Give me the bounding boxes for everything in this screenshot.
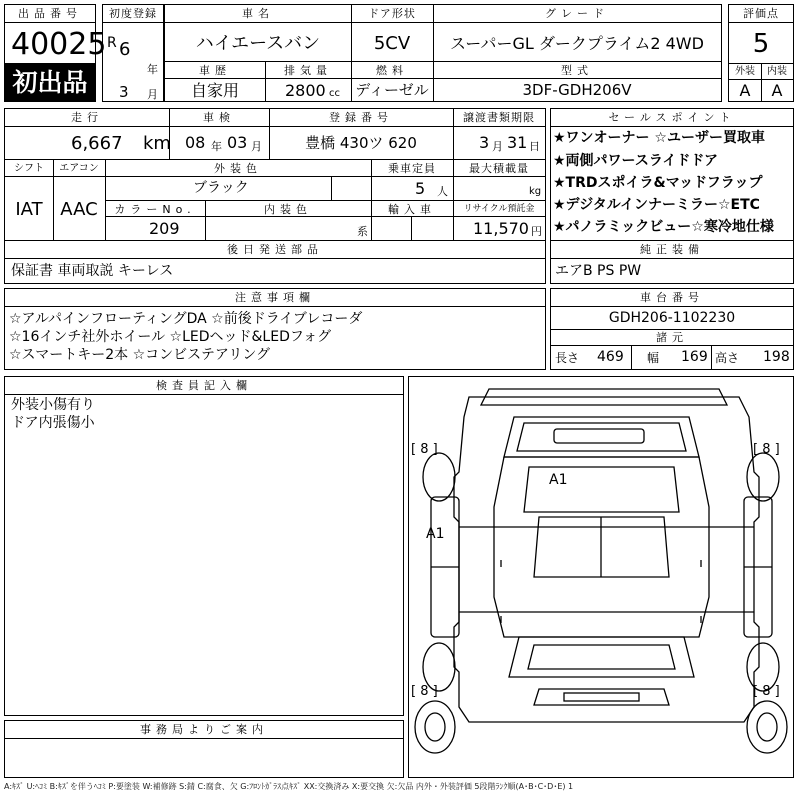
door-label: ドア形状 [368, 7, 416, 20]
inspection-year-unit: 年 [211, 140, 222, 153]
interior-label: 内装 [767, 66, 787, 77]
chassis-box [550, 288, 794, 370]
score-box [728, 4, 794, 102]
office-label: 事務局よりご案内 [140, 723, 268, 736]
selling-point-3: ★TRDスポイラ&マッドフラップ [553, 175, 763, 191]
recycle: 11,570 [473, 219, 529, 238]
transfer-label: 譲渡書類期限 [463, 111, 535, 124]
shift-label: シフト [14, 163, 44, 174]
ac-label: エアコン [59, 163, 99, 174]
era: R [107, 35, 117, 51]
history: 自家用 [190, 81, 239, 100]
recycle-unit: 円 [531, 225, 542, 238]
exterior-label: 外装 [735, 66, 755, 77]
car-name: ハイエースバン [195, 33, 321, 54]
load-label: 最大積載量 [469, 162, 529, 175]
transfer-day: 31 [507, 133, 528, 152]
car-info-bottom [164, 61, 722, 102]
grade-label: グレード [545, 7, 609, 20]
color-no: 209 [149, 219, 180, 238]
model: 3DF-GDH206V [522, 81, 632, 99]
car-info-top [164, 4, 722, 62]
office-box [4, 720, 404, 778]
recycle-label: リサイクル預託金 [463, 204, 535, 214]
tire-mark-front-right: [ 8 ] [753, 442, 780, 457]
color-label: 外装色 [214, 162, 262, 175]
genuine-label: 純正装備 [640, 243, 704, 256]
car-diagram [409, 377, 793, 777]
chassis-label: 車台番号 [640, 291, 704, 304]
inspection-year: 08 [185, 133, 206, 152]
mileage: 6,667 [71, 133, 123, 154]
capacity: 5 [415, 179, 426, 198]
transfer-day-unit: 日 [529, 140, 540, 153]
first-reg-label: 初度登録 [109, 7, 157, 20]
mileage-unit: km [143, 133, 171, 154]
inspection-month: 03 [227, 133, 248, 152]
dims-label: 諸元 [656, 331, 688, 344]
car-diagram-box [408, 376, 794, 778]
first-reg-box [102, 4, 164, 102]
month-unit: 月 [147, 88, 158, 101]
tire-mark-rear-right: [ 8 ] [753, 684, 780, 699]
load-unit: kg [529, 186, 542, 197]
spec-row [4, 159, 546, 241]
year: 6 [119, 39, 131, 60]
inspector-box [4, 376, 404, 716]
length: 469 [597, 349, 624, 365]
color: ブラック [193, 180, 249, 196]
displacement-label: 排気量 [284, 64, 332, 77]
accessories-box [4, 240, 546, 284]
height: 198 [763, 349, 790, 365]
genuine: エアB PS PW [555, 263, 642, 279]
exterior-grade: A [739, 81, 751, 100]
length-label: 長さ [555, 351, 580, 365]
selling-point-5: ★パノラミックビュー☆寒冷地仕様 [553, 219, 774, 235]
shift: IAT [15, 199, 43, 220]
transfer-month: 3 [479, 133, 490, 152]
damage-mark-side: A1 [426, 526, 445, 542]
selling-points-label: セールスポイント [608, 111, 736, 124]
height-label: 高さ [715, 351, 740, 365]
tire-mark-rear-left: [ 8 ] [411, 684, 438, 699]
score: 5 [752, 29, 770, 59]
note-line-1: ☆アルパインフローティングDA ☆前後ドライブレコーダ [9, 311, 363, 327]
notes-label: 注意事項欄 [235, 291, 315, 304]
width-label: 幅 [647, 351, 660, 365]
note-line-2: ☆16インチ社外ホイール ☆LEDヘッド&LEDフォグ [9, 329, 332, 345]
accessories-label: 後日発送部品 [227, 243, 323, 256]
note-line-3: ☆スマートキー2本 ☆コンビステアリング [9, 347, 271, 363]
lot-label: 出品番号 [18, 7, 82, 20]
reg-no-label: 登録番号 [329, 111, 393, 124]
displacement: 2800 [285, 81, 326, 100]
reg-no: 豊橋 430ツ 620 [305, 134, 417, 152]
color-no-label: カラーNo. [114, 203, 196, 216]
inspector-label: 検査員記入欄 [156, 379, 252, 392]
tire-mark-front-left: [ 8 ] [411, 442, 438, 457]
selling-points-box [550, 108, 794, 241]
legend: A:ｷｽﾞ U:ﾍｺﾐ B:ｷｽﾞを伴うﾍｺﾐ P:要塗装 W:補修跡 S:錆 C:腐食、欠 G:ﾌﾛﾝﾄｶﾞﾗｽ点ｷｽﾞ XX:交換済み X:要交換 欠:欠品 内外・外装評価 5段階ﾗﾝｸ順(A･B･C･D･E) 1 [4, 782, 574, 791]
inspection-label: 車検 [203, 111, 235, 124]
ac: AAC [60, 199, 98, 220]
selling-point-2: ★両側パワースライドドア [553, 153, 719, 169]
inspection-month-unit: 月 [251, 140, 262, 153]
fuel-label: 燃料 [376, 64, 408, 77]
new-listing-label: 初出品 [12, 68, 88, 97]
interior-color-unit: 系 [357, 225, 368, 238]
selling-point-1: ★ワンオーナー ☆ユーザー買取車 [553, 130, 765, 146]
history-label: 車歴 [199, 64, 231, 77]
chassis-number: GDH206-1102230 [608, 310, 736, 326]
notes-box [4, 288, 546, 370]
model-label: 型式 [561, 64, 593, 77]
accessories: 保証書 車両取説 キーレス [11, 263, 174, 279]
month: 3 [119, 83, 129, 101]
width: 169 [681, 349, 708, 365]
interior-grade: A [771, 81, 783, 100]
transfer-month-unit: 月 [492, 140, 503, 153]
car-name-label: 車名 [242, 7, 274, 20]
score-label: 評価点 [743, 7, 779, 20]
capacity-unit: 人 [437, 185, 448, 198]
year-unit: 年 [147, 63, 158, 76]
door: 5CV [373, 33, 411, 54]
genuine-box [550, 240, 794, 284]
mileage-label: 走行 [71, 111, 103, 124]
capacity-label: 乗車定員 [388, 162, 436, 175]
inspector-line-2: ドア内張傷小 [11, 415, 95, 431]
fuel: ディーゼル [355, 81, 429, 99]
damage-mark-roof: A1 [549, 472, 568, 488]
new-listing-badge [4, 64, 96, 102]
grade: スーパーGL ダークプライム2 4WD [450, 34, 704, 53]
inspector-line-1: 外装小傷有り [11, 397, 95, 413]
lot-number-box [4, 4, 107, 64]
selling-point-4: ★デジタルインナーミラー☆ETC [553, 197, 760, 213]
lot-number: 40025 [11, 27, 107, 62]
interior-color-label: 内装色 [264, 203, 312, 216]
mileage-row [4, 108, 546, 160]
import-label: 輸入車 [388, 203, 436, 216]
displacement-unit: cc [329, 88, 340, 99]
